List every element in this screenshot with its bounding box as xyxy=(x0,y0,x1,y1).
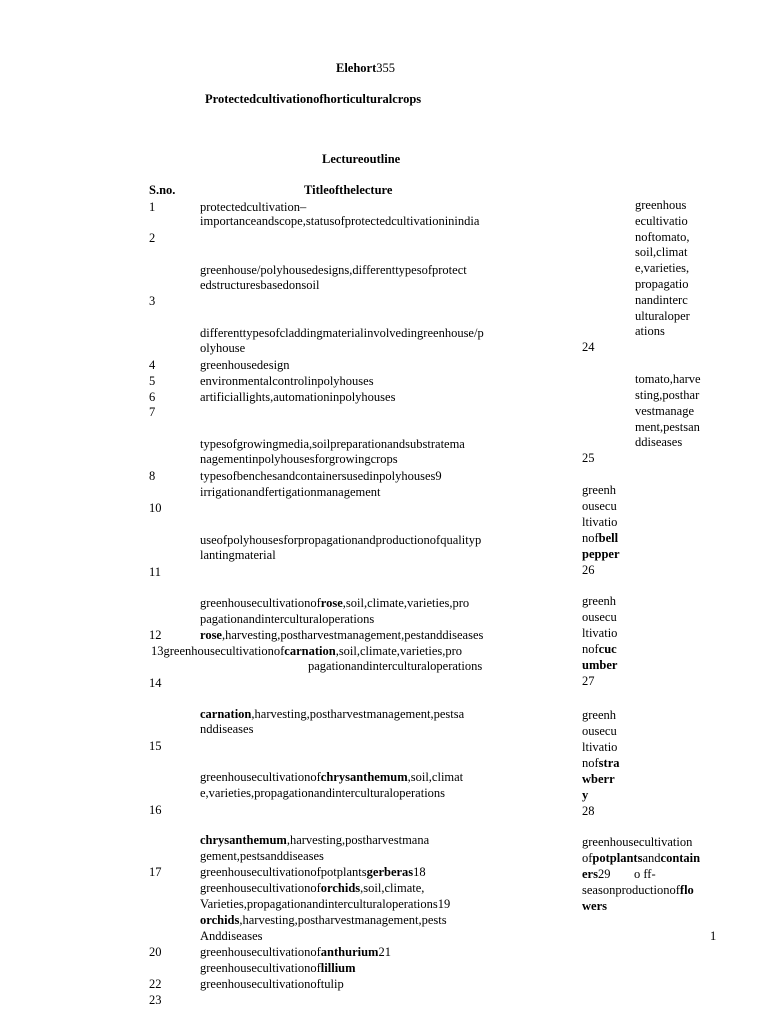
lecture-title: ecultivatio xyxy=(635,214,688,228)
crop-name: umber xyxy=(582,658,618,672)
lecture-title-part: nof xyxy=(582,531,599,545)
title-header: Titleofthelecture xyxy=(304,183,393,197)
lecture-title-part: greenhousecultivationof xyxy=(200,596,321,610)
lecture-title: o ff- xyxy=(634,867,656,881)
lecture-title: e,varieties,propagationandinterculturaloperations xyxy=(200,786,446,800)
lecture-title: nddiseases xyxy=(200,722,254,736)
lecture-title-part: greenhousecultivationof xyxy=(200,770,321,784)
lecture-title xyxy=(582,755,620,771)
lecture-number: 26 xyxy=(582,563,595,577)
lecture-number: 23 xyxy=(149,993,162,1007)
lecture-title xyxy=(200,912,447,928)
lecture-title: protectedcultivation– xyxy=(200,200,307,214)
lecture-title xyxy=(200,864,426,880)
lecture-title xyxy=(200,896,450,912)
lecture-title: ousecu xyxy=(582,610,617,624)
lecture-title: noftomato, xyxy=(635,230,690,244)
lecture-title: importanceandscope,statusofprotectedcultivationinindia xyxy=(200,214,480,228)
lecture-number: 22 xyxy=(149,977,162,991)
crop-name: lillium xyxy=(320,961,356,975)
lecture-title: ment,pestsan xyxy=(635,420,700,434)
lecture-title-part: greenhousecultivationofpotplants xyxy=(200,865,367,879)
crop-name: y xyxy=(582,788,589,802)
lecture-number: 4 xyxy=(149,358,156,372)
course-code-bold: Elehort xyxy=(336,61,377,75)
lecture-title: pagationandinterculturaloperations xyxy=(308,659,483,673)
lecture-number: 14 xyxy=(149,676,162,690)
crop-name: bell xyxy=(598,531,619,545)
lecture-title: ulturaloper xyxy=(635,309,690,323)
lecture-number: 24 xyxy=(582,340,595,354)
lecture-title: pagationandinterculturaloperations xyxy=(200,612,375,626)
lecture-title xyxy=(200,706,464,722)
lecture-title: greenh xyxy=(582,483,617,497)
lecture-title: tomato,harve xyxy=(635,372,701,386)
lecture-title xyxy=(200,960,356,976)
lecture-title-part: nof xyxy=(582,756,599,770)
lecture-title: soil,climat xyxy=(635,245,688,259)
lecture-title: environmentalcontrolinpolyhouses xyxy=(200,374,374,388)
lecture-number: 13 xyxy=(151,644,164,658)
lecture-title-part: ,soil,climate, xyxy=(360,881,425,895)
page-number: 1 xyxy=(710,929,717,943)
lecture-title-part: greenhousecultivationof xyxy=(200,945,321,959)
crop-name: wberr xyxy=(582,772,615,786)
outline-heading: Lectureoutline xyxy=(322,152,401,166)
lecture-title: nandinterc xyxy=(635,293,688,307)
lecture-title xyxy=(200,595,469,611)
lecture-title-part: ,soil,climate,varieties,pro xyxy=(335,644,463,658)
lecture-title xyxy=(200,832,429,848)
crop-name: carnation xyxy=(200,707,252,721)
lecture-number: 10 xyxy=(149,501,162,515)
lecture-title xyxy=(582,850,700,866)
lecture-number: 6 xyxy=(149,390,156,404)
crop-name: gerberas xyxy=(366,865,414,879)
lecture-title-part: ,harvesting,postharvestmanagement,pestsa xyxy=(251,707,465,721)
lecture-number: 8 xyxy=(149,469,156,483)
lecture-number: 21 xyxy=(378,945,391,959)
lecture-title-part: greenhousecultivationof xyxy=(200,881,321,895)
lecture-title xyxy=(200,468,442,484)
lecture-number: 7 xyxy=(149,405,156,419)
lecture-title: ddiseases xyxy=(635,435,683,449)
lecture-title: vestmanage xyxy=(635,404,695,418)
lecture-title: greenhouse/polyhousedesigns,differenttypesofprotect xyxy=(200,263,467,277)
sno-header: S.no. xyxy=(149,183,176,197)
course-title: Protectedcultivationofhorticulturalcrops xyxy=(205,92,422,106)
lecture-title: Anddiseases xyxy=(200,929,263,943)
lecture-title: ltivatio xyxy=(582,740,618,754)
lecture-title: ousecu xyxy=(582,499,617,513)
crop-name: chrysanthemum xyxy=(200,833,287,847)
lecture-title: greenhous xyxy=(635,198,687,212)
lecture-title-part: typesofbenchesandcontainersusedinpolyhouses xyxy=(200,469,436,483)
lecture-title-part: seasonproductionof xyxy=(582,883,680,897)
lecture-number: 28 xyxy=(582,804,595,818)
crop-name: contain xyxy=(660,851,701,865)
lecture-title-part: of xyxy=(582,851,593,865)
lecture-title: nagementinpolyhousesforgrowingcrops xyxy=(200,452,398,466)
lecture-number: 15 xyxy=(149,739,162,753)
lecture-title: useofpolyhousesforpropagationandproductionofqualityp xyxy=(200,533,482,547)
lecture-title xyxy=(582,530,618,546)
crop-name: stra xyxy=(598,756,620,770)
lecture-number: 19 xyxy=(437,897,451,911)
crop-name: carnation xyxy=(284,644,336,658)
lecture-title-part: ,harvesting,postharvestmanagement,pestanddiseases xyxy=(222,628,484,642)
crop-name: ers xyxy=(582,867,598,881)
lecture-title-part: ,soil,climat xyxy=(407,770,464,784)
lecture-title: propagatio xyxy=(635,277,689,291)
lecture-number: 9 xyxy=(435,469,442,483)
lecture-number: 17 xyxy=(149,865,162,879)
lecture-title: ations xyxy=(635,324,665,338)
lecture-title xyxy=(200,627,483,643)
lecture-title xyxy=(582,641,617,657)
lecture-number: 5 xyxy=(149,374,156,388)
lecture-title: ousecu xyxy=(582,724,617,738)
crop-name: anthurium xyxy=(320,945,379,959)
lecture-title: artificiallights,automationinpolyhouses xyxy=(200,390,396,404)
lecture-title: gement,pestsanddiseases xyxy=(200,849,324,863)
lecture-number: 2 xyxy=(149,231,156,245)
lecture-title: greenhousedesign xyxy=(200,358,290,372)
lecture-title-part: ,harvesting,postharvestmanagement,pests xyxy=(239,913,447,927)
crop-name: flo xyxy=(679,883,694,897)
lecture-title xyxy=(151,643,462,659)
lecture-title-part: ,soil,climate,varieties,pro xyxy=(342,596,470,610)
lecture-number: 12 xyxy=(149,628,162,642)
lecture-title: greenhousecultivation xyxy=(582,835,693,849)
lecture-title: typesofgrowingmedia,soilpreparationandsubstratema xyxy=(200,437,465,451)
lecture-title xyxy=(582,866,610,882)
course-code-number: 355 xyxy=(376,61,396,75)
lecture-title: sting,posthar xyxy=(635,388,700,402)
crop-name: pepper xyxy=(582,547,620,561)
lecture-title: differenttypesofcladdingmaterialinvolvedingreenhouse/p xyxy=(200,326,484,340)
crop-name: potplants xyxy=(592,851,643,865)
lecture-title-part: greenhousecultivationof xyxy=(200,961,321,975)
lecture-title: greenhousecultivationoftulip xyxy=(200,977,344,991)
crop-name: orchids xyxy=(320,881,361,895)
lecture-title: ltivatio xyxy=(582,626,618,640)
lecture-title: ltivatio xyxy=(582,515,618,529)
lecture-title xyxy=(200,880,424,896)
lecture-title xyxy=(200,944,391,960)
lecture-number: 11 xyxy=(149,565,162,579)
lecture-number: 29 xyxy=(597,867,611,881)
crop-name: chrysanthemum xyxy=(320,770,408,784)
lecture-title xyxy=(582,882,694,898)
lecture-number: 18 xyxy=(413,865,426,879)
lecture-title: greenh xyxy=(582,594,617,608)
lecture-number: 16 xyxy=(149,803,162,817)
course-code xyxy=(336,60,395,76)
crop-name: cuc xyxy=(598,642,617,656)
crop-name: wers xyxy=(582,899,607,913)
crop-name: rose xyxy=(320,596,343,610)
lecture-number: 27 xyxy=(582,674,595,688)
crop-name: rose xyxy=(200,628,222,642)
lecture-title: greenh xyxy=(582,708,617,722)
lecture-title: edstructuresbasedonsoil xyxy=(200,278,320,292)
lecture-title: e,varieties, xyxy=(635,261,690,275)
lecture-number: 1 xyxy=(149,200,156,214)
lecture-title-part: Varieties,propagationandinterculturaloperations xyxy=(200,897,438,911)
lecture-title-part: and xyxy=(642,851,661,865)
crop-name: orchids xyxy=(200,913,240,927)
lecture-title-part: nof xyxy=(582,642,599,656)
lecture-title: irrigationandfertigationmanagement xyxy=(200,485,381,499)
lecture-number: 25 xyxy=(582,451,595,465)
lecture-title-part: greenhousecultivationof xyxy=(163,644,285,658)
lecture-title: lantingmaterial xyxy=(200,548,276,562)
lecture-number: 3 xyxy=(149,294,156,308)
lecture-title-part: ,harvesting,postharvestmana xyxy=(286,833,430,847)
lecture-number: 20 xyxy=(149,945,162,959)
lecture-title: olyhouse xyxy=(200,341,246,355)
lecture-title xyxy=(200,769,463,785)
